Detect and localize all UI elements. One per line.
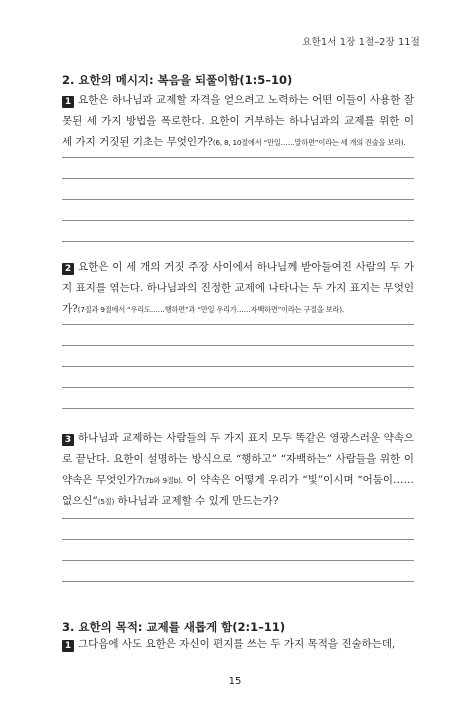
question-number-badge: 1	[62, 96, 74, 108]
answer-line[interactable]	[62, 387, 414, 388]
question-note: (6, 8, 10절에서 “만일……말하면”이라는 세 개의 진술을 보라).	[212, 138, 406, 147]
question-text: 요한은 하나님과 교제할 자격을 얻으려고 노력하는 어떤 이들이 사용한 잘못된 세 가지 방법을 폭로한다. 요한이 거부하는 하나님과의 교제를 위한 이 세 가지 거짓된 기초는 무엇인가?	[62, 94, 414, 148]
running-header: 요한1서 1장 1절–2장 11절	[302, 37, 420, 48]
question-number-badge: 3	[62, 434, 74, 446]
answer-line[interactable]	[62, 560, 414, 561]
question-note: (7절과 9절에서 “우리도……행하면”과 “만일 우리가……자백하면”이라는 구절을 보라).	[77, 305, 344, 314]
question-number-badge: 1	[62, 640, 74, 652]
question-text: 하나님과 교제할 수 있게 만드는가?	[117, 495, 279, 507]
answer-line[interactable]	[62, 518, 414, 519]
answer-line[interactable]	[62, 366, 414, 367]
answer-line[interactable]	[62, 199, 414, 200]
question-2-2	[62, 257, 414, 320]
question-3-1	[62, 634, 414, 655]
answer-line[interactable]	[62, 178, 414, 179]
question-note: (7b와 9절b).	[142, 476, 183, 485]
question-text: 그다음에 사도 요한은 자신이 편지를 쓰는 두 가지 목적을 진술하는데,	[78, 638, 396, 650]
question-2-3	[62, 428, 414, 512]
answer-line[interactable]	[62, 241, 414, 242]
answer-line[interactable]	[62, 157, 414, 158]
answer-line[interactable]	[62, 324, 414, 325]
question-text: 하나님과 교제하는 사람들의 두 가지 표지 모두 똑같은 영광스러운 약속으로 끝난다. 요한이 설명하는 방식으로 “행하고” “자백하는” 사람들을 위한 이 약속은 무엇인가?	[62, 432, 414, 486]
section-title-2: 2. 요한의 메시지: 복음을 되풀이함(1:5–10)	[62, 73, 293, 87]
answer-lines	[62, 324, 414, 429]
question-number-badge: 2	[62, 263, 74, 275]
answer-line[interactable]	[62, 220, 414, 221]
answer-line[interactable]	[62, 408, 414, 409]
answer-line[interactable]	[62, 581, 414, 582]
answer-lines	[62, 518, 414, 602]
question-2-1	[62, 90, 414, 153]
section-title-3: 3. 요한의 목적: 교제를 새롭게 함(2:1–11)	[62, 620, 286, 634]
question-note: (5절)	[97, 497, 115, 506]
answer-lines	[62, 157, 414, 262]
answer-line[interactable]	[62, 345, 414, 346]
page-number: 15	[228, 676, 242, 687]
question-text: 이 약속은 어떻게 우리가 “빛”이시며 “어둠이……없으신”	[62, 474, 414, 507]
question-text: 요한은 이 세 개의 거짓 주장 사이에서 하나님께 받아들여진 사람의 두 가지 표지를 엮는다. 하나님과의 진정한 교제에 나타나는 두 가지 표지는 무엇인가?	[62, 261, 414, 315]
answer-line[interactable]	[62, 539, 414, 540]
